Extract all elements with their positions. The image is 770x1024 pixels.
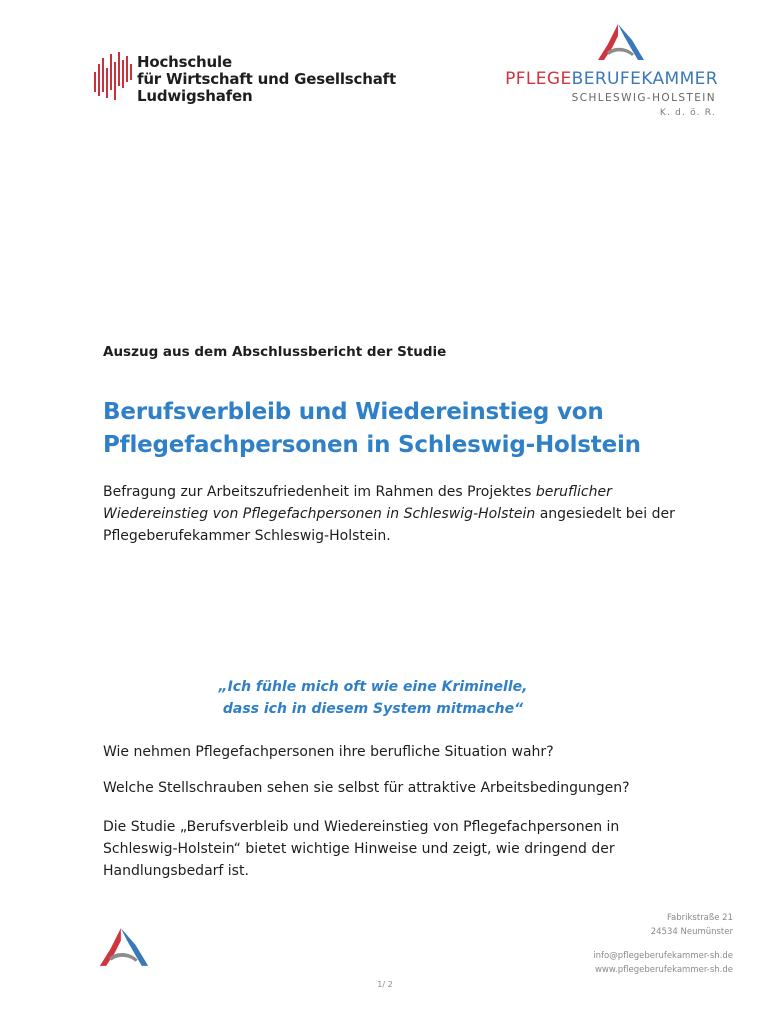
intro-paragraph <box>103 481 683 547</box>
intro-text-start: Befragung zur Arbeitszufriedenheit im Rahmen des Projektes <box>103 484 536 500</box>
question-perception: Wie nehmen Pflegefachpersonen ihre berufliche Situation wahr? <box>103 744 554 760</box>
intro-text-end: angesiedelt bei der Pflegeberufekammer Schleswig-Holstein. <box>103 506 675 544</box>
university-name-line2: für Wirtschaft und Gesellschaft <box>137 70 396 88</box>
university-logo <box>93 50 396 110</box>
chamber-name <box>505 69 718 89</box>
document-title-line1: Berufsverbleib und Wiedereinstieg von <box>103 399 604 425</box>
footer-city: 24534 Neumünster <box>650 927 733 937</box>
closing-paragraph: Die Studie „Berufsverbleib und Wiedereinstieg von Pflegefachpersonen in Schleswig-Holstein“ bietet wichtige Hinweise und zeigt, wie dringend der Handlungsbedarf ist. <box>103 819 620 879</box>
footer-street: Fabrikstraße 21 <box>666 913 733 923</box>
pull-quote-line1: „Ich fühle mich oft wie eine Kriminelle, <box>218 679 528 695</box>
chamber-region: SCHLESWIG-HOLSTEIN <box>571 92 716 104</box>
university-name-line3: Ludwigshafen <box>137 87 253 105</box>
chamber-logo <box>505 22 720 132</box>
footer-contact <box>593 949 733 977</box>
excerpt-label: Auszug aus dem Abschlussbericht der Studie <box>103 344 447 360</box>
footer-address <box>651 911 733 939</box>
document-title <box>103 396 693 462</box>
chamber-logo-mark-icon <box>598 22 644 62</box>
document-title-line2: Pflegefachpersonen in Schleswig-Holstein <box>103 432 641 458</box>
pull-quote-line2: dass ich in diesem System mitmache“ <box>222 701 524 717</box>
intro-project-name: beruflicher Wiedereinstieg von Pflegefachpersonen in Schleswig-Holstein <box>103 484 612 522</box>
question-working-conditions: Welche Stellschrauben sehen sie selbst für attraktive Arbeitsbedingungen? <box>103 780 630 796</box>
chamber-name-part2: BERUFEKAMMER <box>571 69 718 89</box>
chamber-footer-mark-icon <box>98 926 150 968</box>
footer-email-link[interactable]: info@pflegeberufekammer-sh.de <box>593 951 733 961</box>
university-name-line1: Hochschule <box>137 53 232 71</box>
pull-quote <box>103 676 643 720</box>
page-number: 1/ 2 <box>377 980 393 989</box>
chamber-name-part1: PFLEGE <box>505 69 572 89</box>
university-name <box>137 54 396 105</box>
footer-website-link[interactable]: www.pflegeberufekammer-sh.de <box>594 965 733 975</box>
chamber-legal-form: K. d. ö. R. <box>659 108 716 118</box>
university-logo-bars-icon <box>93 50 133 102</box>
